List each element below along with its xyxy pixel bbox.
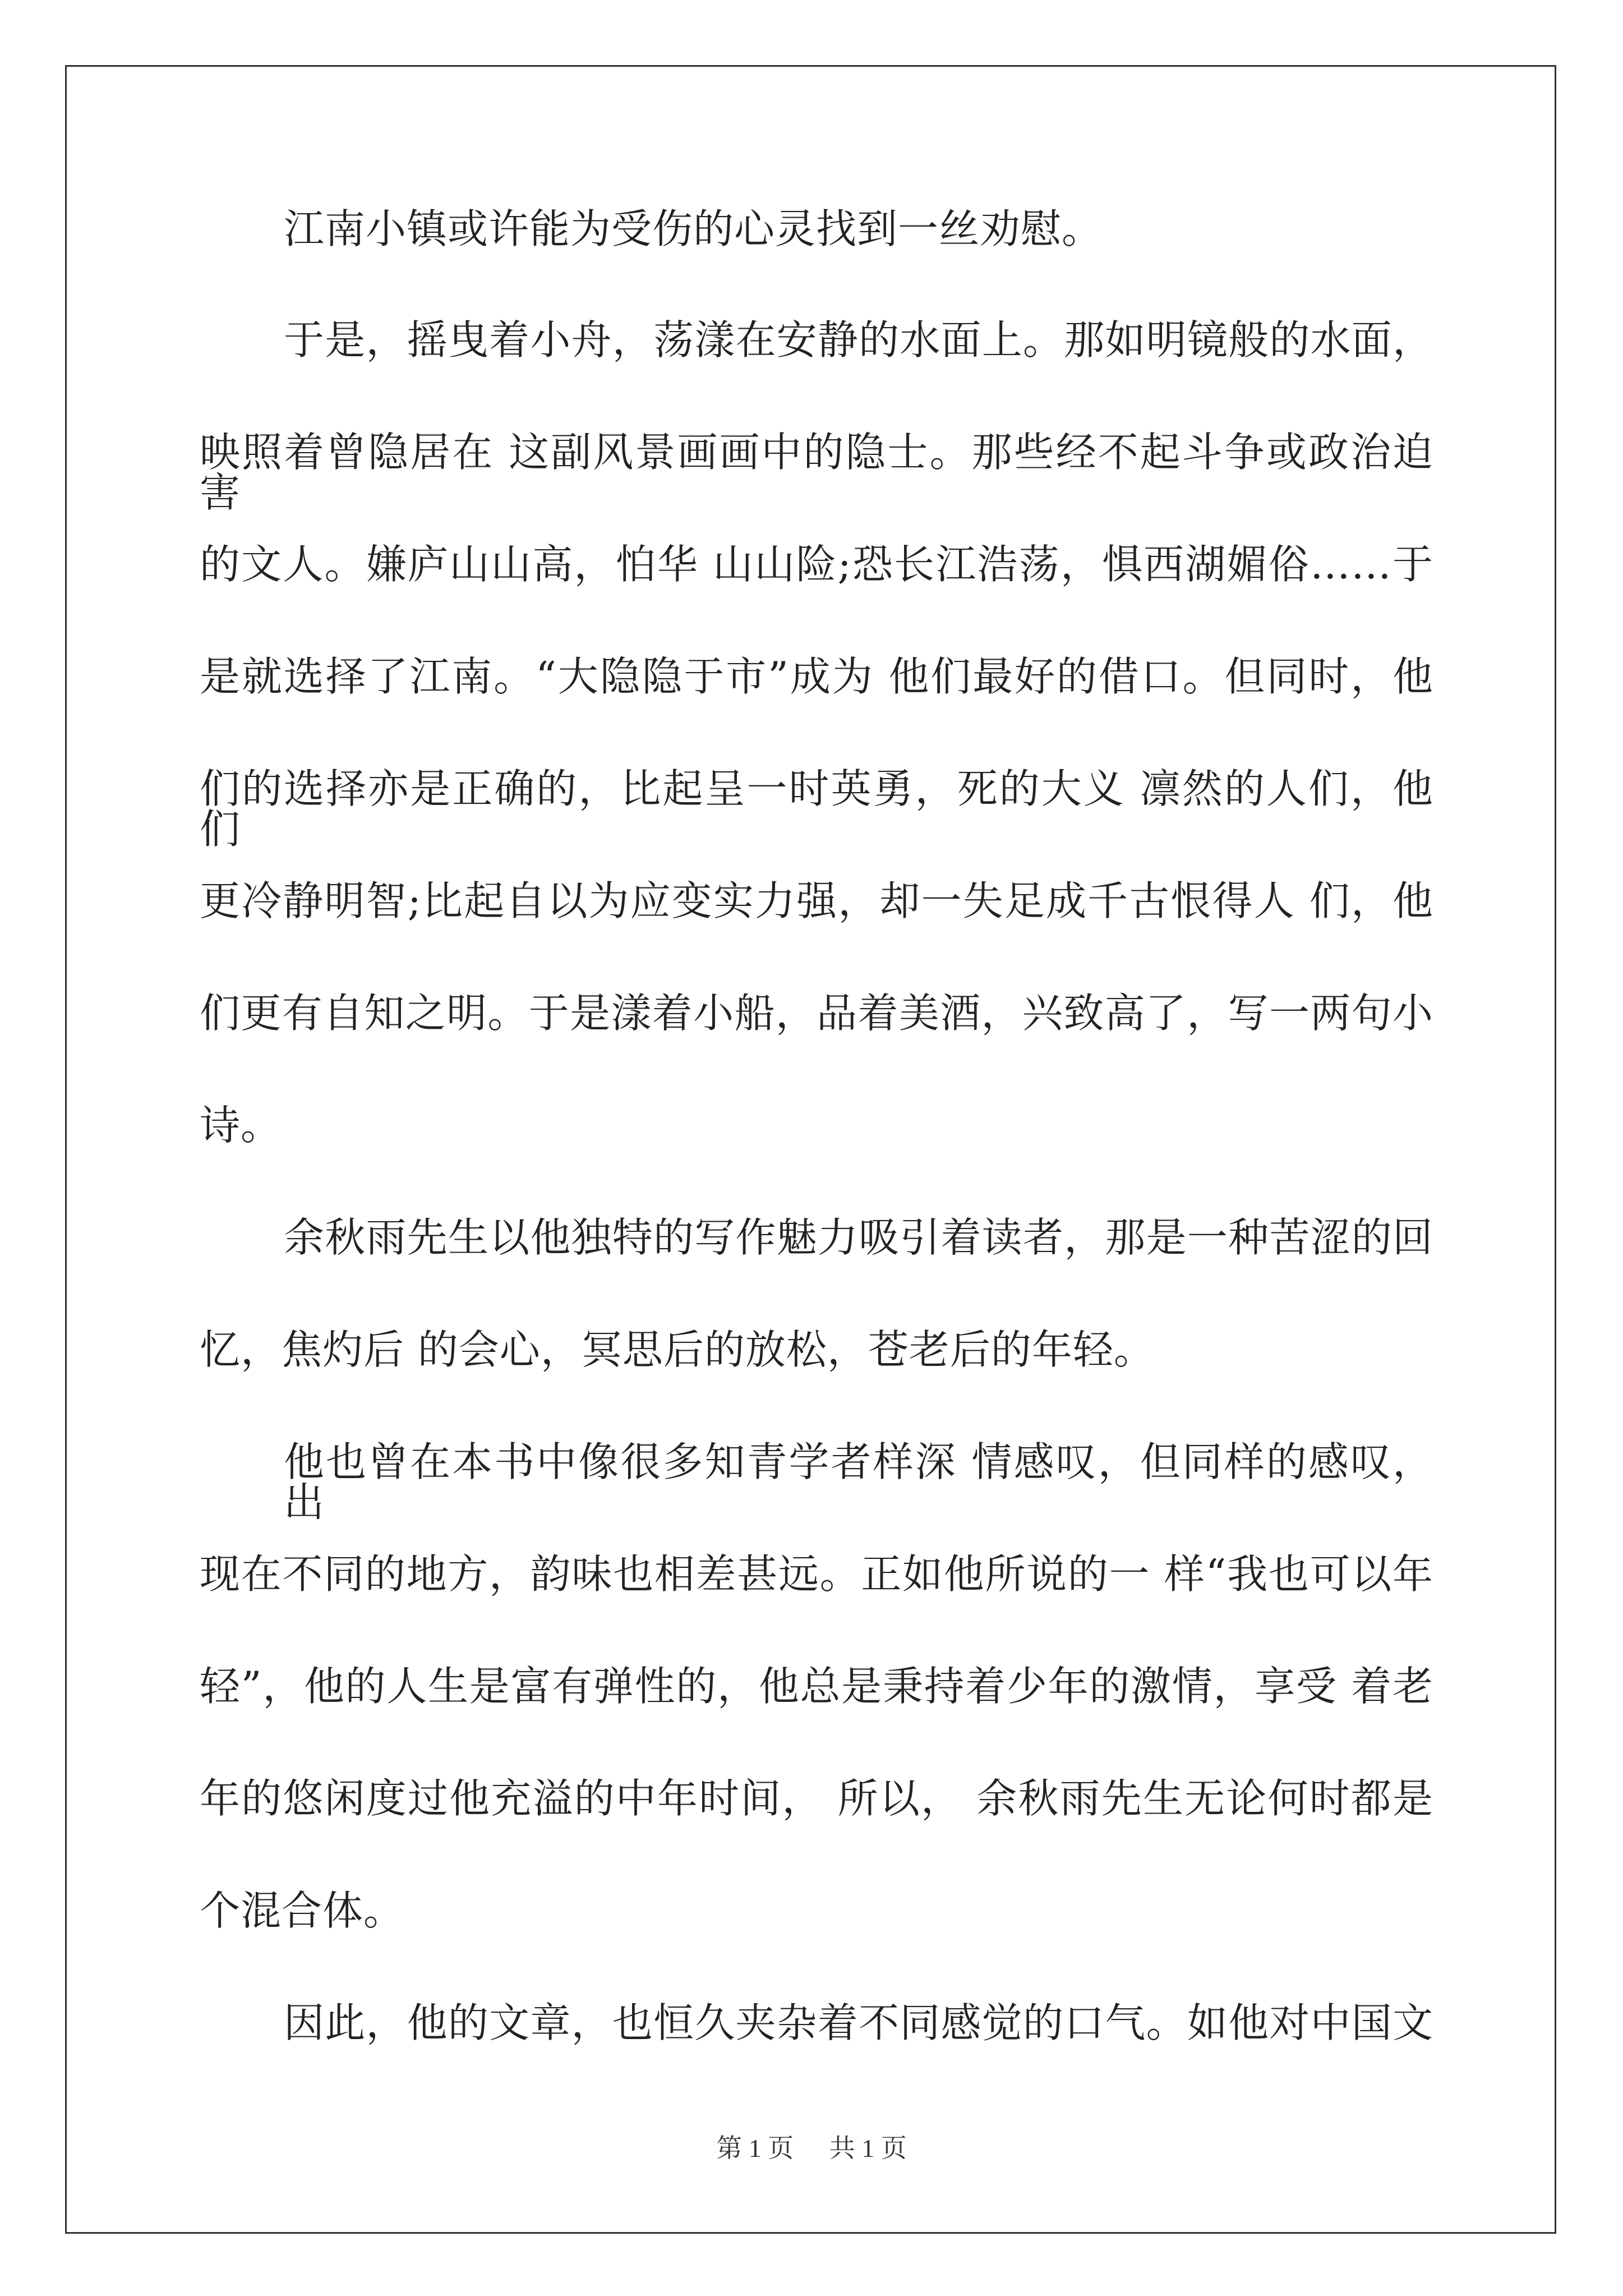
text-line: 诗。 bbox=[200, 1102, 282, 1149]
text-line: 的文人。嫌庐山山高，怕华 山山险;恐长江浩荡，惧西湖媚俗……于 bbox=[200, 541, 1433, 588]
text-line: 江南小镇或许能为受伤的心灵找到一丝劝慰。 bbox=[284, 205, 1103, 252]
text-line: 们更有自知之明。于是漾着小船，品着美酒，兴致高了，写一两句小 bbox=[200, 990, 1433, 1037]
text-line: 因此，他的文章，也恒久夹杂着不同感觉的口气。如他对中国文 bbox=[284, 1999, 1433, 2046]
text-line: 个混合体。 bbox=[200, 1887, 405, 1934]
page-number-current: 第 1 页 bbox=[716, 2134, 794, 2162]
text-line: 现在不同的地方，韵味也相差甚远。正如他所说的一 样“我也可以年 bbox=[200, 1550, 1433, 1598]
page-number-total: 共 1 页 bbox=[829, 2134, 907, 2162]
text-line: 映照着曾隐居在 这副风景画画中的隐士。那些经不起斗争或政治迫害 bbox=[200, 429, 1433, 516]
text-line: 是就选择了江南。“大隐隐于市”成为 他们最好的借口。但同时，他 bbox=[200, 653, 1433, 700]
text-line: 更冷静明智;比起自以为应变实力强，却一失足成千古恨得人 们，他 bbox=[200, 877, 1433, 924]
text-line: 于是，摇曳着小舟，荡漾在安静的水面上。那如明镜般的水面， bbox=[284, 316, 1433, 364]
text-line: 他也曾在本书中像很多知青学者样深 情感叹，但同样的感叹，出 bbox=[284, 1438, 1433, 1526]
text-line: 年的悠闲度过他充溢的中年时间， 所以， 余秋雨先生无论何时都是 bbox=[200, 1775, 1433, 1822]
text-line: 忆，焦灼后 的会心，冥思后的放松，苍老后的年轻。 bbox=[200, 1326, 1155, 1373]
text-line: 们的选择亦是正确的，比起呈一时英勇，死的大义 凛然的人们，他们 bbox=[200, 765, 1433, 853]
page-footer bbox=[0, 2134, 1623, 2162]
text-line: 余秋雨先生以他独特的写作魅力吸引着读者，那是一种苦涩的回 bbox=[284, 1214, 1433, 1261]
text-line: 轻”，他的人生是富有弹性的，他总是秉持着少年的激情，享受 着老 bbox=[200, 1663, 1433, 1710]
